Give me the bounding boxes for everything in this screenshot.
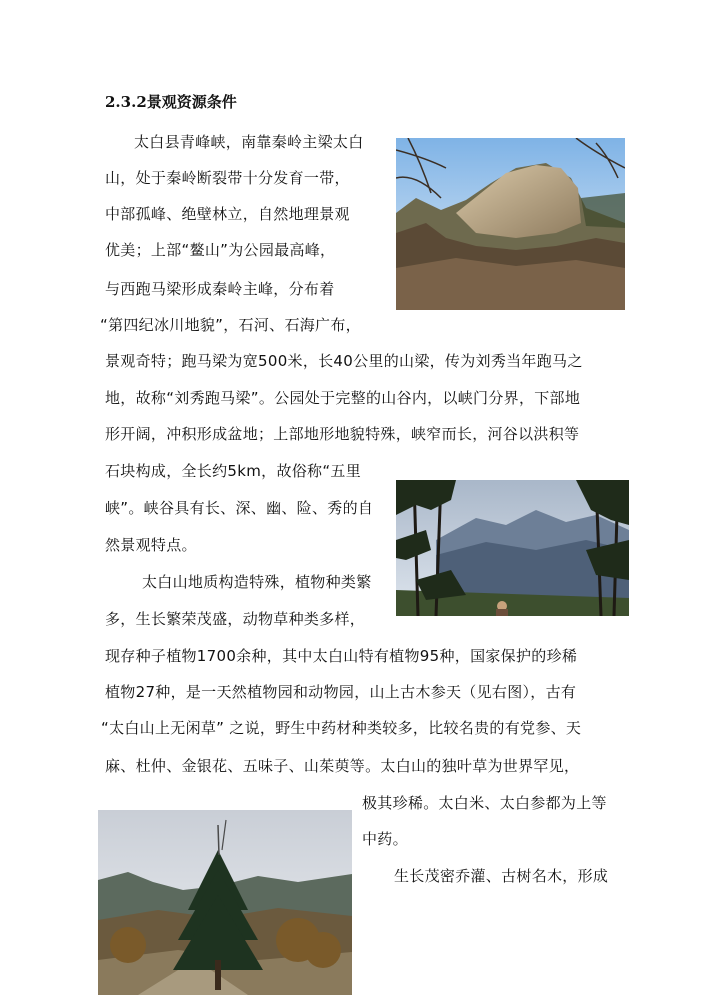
paragraph-line: 中部孤峰、绝壁林立，自然地理景观 bbox=[105, 205, 350, 223]
paragraph-line: 太白县青峰峡，南靠秦岭主梁太白 bbox=[134, 133, 364, 151]
paragraph-line: 地，故称“刘秀跑马梁”。公园处于完整的山谷内，以峡门分界，下部地 bbox=[105, 389, 581, 407]
paragraph-line: 山，处于秦岭断裂带十分发育一带， bbox=[105, 169, 350, 187]
paragraph-line: 太白山地质构造特殊，植物种类繁 bbox=[142, 573, 372, 591]
forest-valley-photo bbox=[396, 480, 629, 616]
paragraph-line: 中药。 bbox=[362, 830, 408, 848]
paragraph-line: 生长茂密乔灌、古树名木，形成 bbox=[394, 867, 609, 885]
pine-mountain-photo bbox=[98, 810, 352, 995]
paragraph-line: 麻、杜仲、金银花、五味子、山茱萸等。太白山的独叶草为世界罕见， bbox=[105, 757, 580, 775]
paragraph-line: 多，生长繁荣茂盛，动物草种类多样， bbox=[105, 610, 366, 628]
paragraph-line: 极其珍稀。太白米、太白参都为上等 bbox=[362, 794, 607, 812]
paragraph-line: 然景观特点。 bbox=[105, 536, 197, 554]
paragraph-line: “第四纪冰川地貌”，石河、石海广布， bbox=[100, 316, 361, 334]
paragraph-line: 现存种子植物1700余种，其中太白山特有植物95种，国家保护的珍稀 bbox=[105, 647, 578, 665]
paragraph-line: 石块构成，全长约5km，故俗称“五里 bbox=[105, 462, 362, 480]
cliff-peak-photo bbox=[396, 138, 625, 310]
section-heading: 2.3.2景观资源条件 bbox=[105, 93, 237, 111]
paragraph-line: 峡”。峡谷具有长、深、幽、险、秀的自 bbox=[105, 499, 374, 517]
paragraph-line: 景观奇特；跑马梁为宽500米，长40公里的山梁，传为刘秀当年跑马之 bbox=[105, 352, 583, 370]
paragraph-line: 与西跑马梁形成秦岭主峰，分布着 bbox=[105, 280, 335, 298]
paragraph-line: “太白山上无闲草” 之说，野生中药材种类较多，比较名贵的有党参、天 bbox=[101, 719, 582, 737]
paragraph-line: 形开阔，冲积形成盆地；上部地形地貌特殊，峡窄而长，河谷以洪积等 bbox=[105, 425, 580, 443]
paragraph-line: 优美；上部“鳌山”为公园最高峰， bbox=[105, 241, 336, 259]
paragraph-line: 植物27种，是一天然植物园和动物园，山上古木参天（见右图），古有 bbox=[105, 683, 577, 701]
